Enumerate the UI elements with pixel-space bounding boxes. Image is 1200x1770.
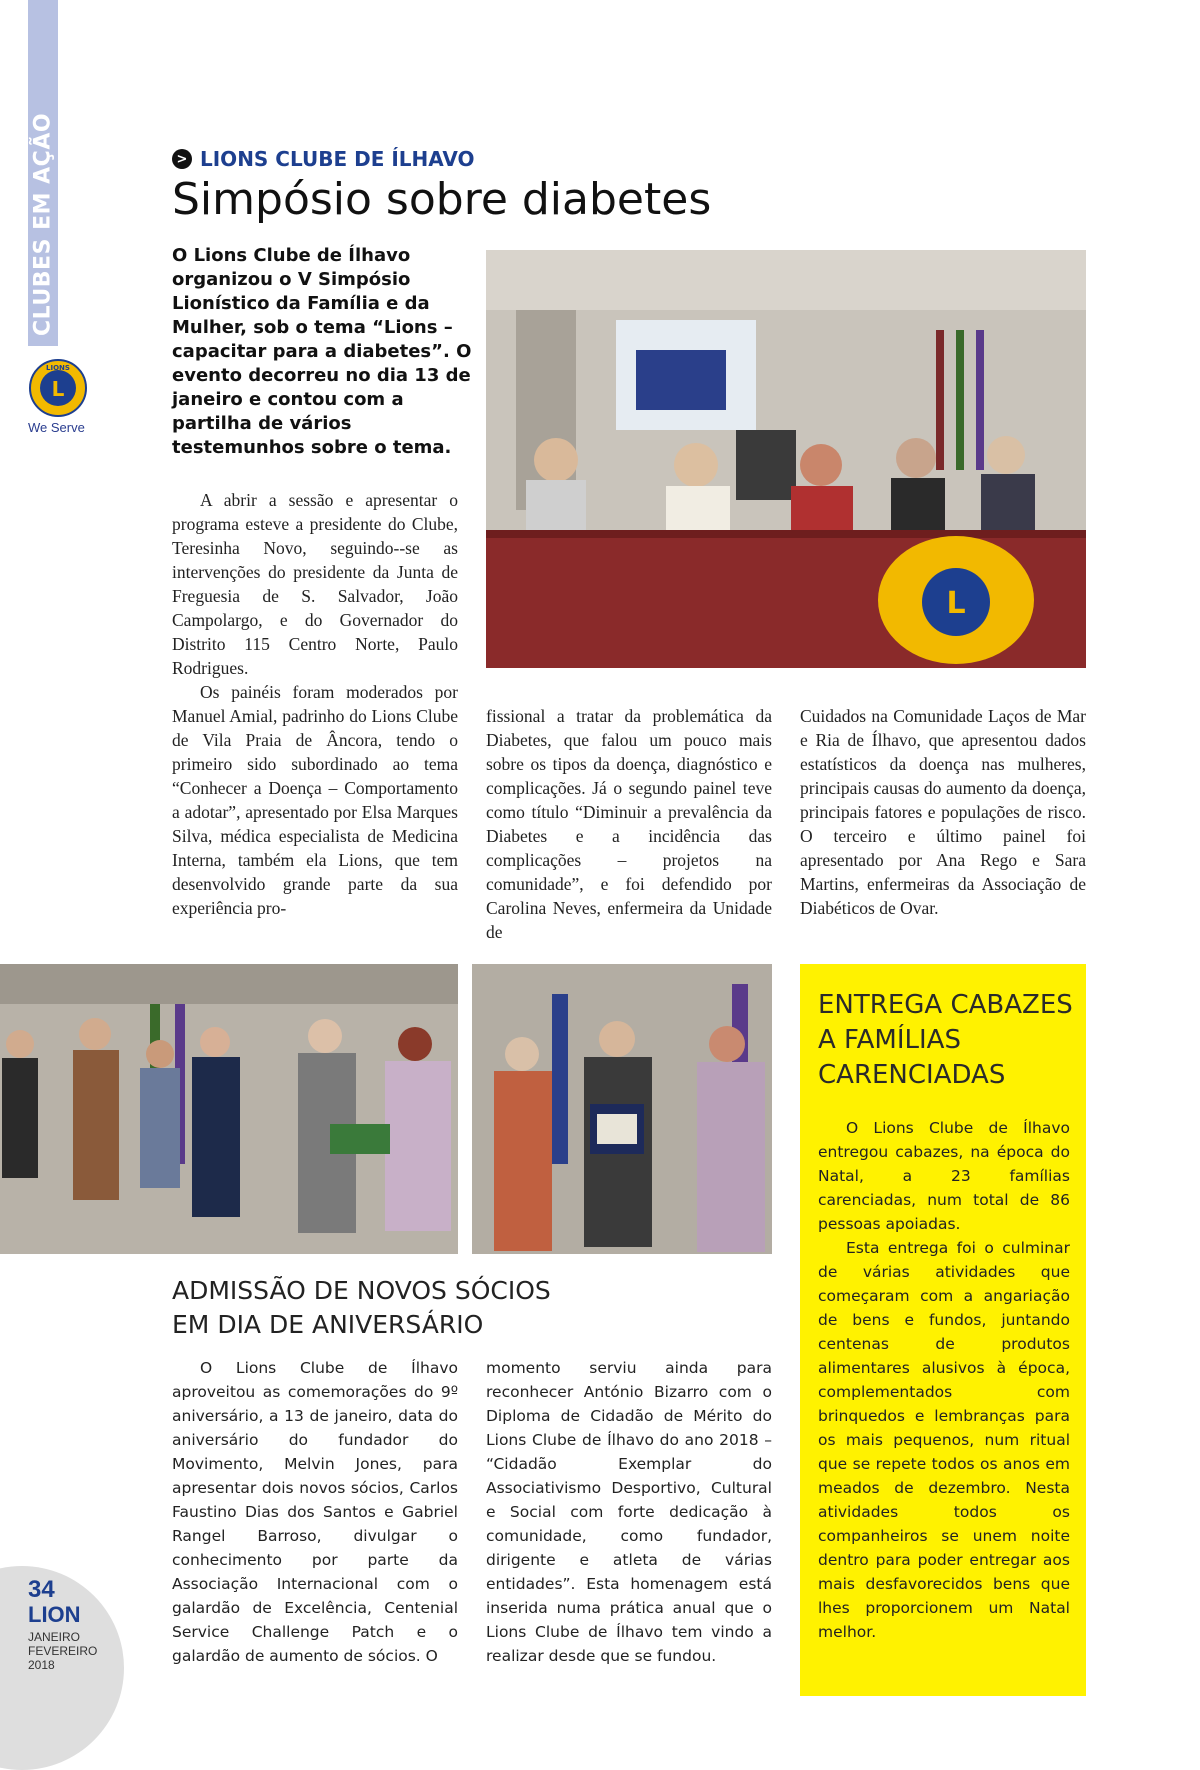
article2-column1: O Lions Clube de Ílhavo aproveitou as comemorações do 9º aniversário, a 13 de janeiro, data do aniversário do fundador do Movimento, Melvin Jones, para apresentar dois novos sócios, Carlos Faustino Dias dos Santos e Gabriel Rangel Barroso, divulgar o conhecimento por parte da Associação Internacional com o galardão de Excelência, Centenial Service Challenge Patch e o galardão de aumento de sócios. O <box>172 1359 458 1665</box>
chevron-circle-icon: > <box>172 149 192 169</box>
tagline: We Serve <box>28 420 85 435</box>
issue-month-1: JANEIRO <box>28 1630 81 1644</box>
new-members-photo <box>0 964 458 1254</box>
article2-column2: momento serviu ainda para reconhecer António Bizarro com o Diploma de Cidadão de Mérito do Lions Clube de Ílhavo do ano 2018 – “Cidadão Exemplar do Associativismo Desportivo, Cultural e Social com forte dedicação à comunidade, como fundador, dirigente e atleta de várias entidades”. Esta homenagem está inserida numa prática anual que o Lions Clube de Ílhavo tem vindo a realizar desde que se fundou. <box>486 1359 772 1665</box>
magazine-name: LION <box>28 1602 81 1627</box>
issue-month-2: FEVEREIRO <box>28 1644 98 1658</box>
section-label: > CLUBES EM AÇÃO <box>30 112 56 364</box>
article1-paragraph1: A abrir a sessão e apresentar o programa esteve a presidente do Clube, Teresinha Novo, seguindo--se as intervenções do presidente da Junta de Freguesia de S. Salvador, João Campolargo, e do Governador do Distrito 115 Centro Norte, Paulo Rodrigues. <box>172 490 458 678</box>
lions-emblem-icon <box>28 358 88 418</box>
lead-paragraph: O Lions Clube de Ílhavo organizou o V Simpósio Lionístico da Família e da Mulher, sob o tema “Lions – capacitar para a diabetes”. O evento decorreu no dia 13 de janeiro e contou com a partilha de vários testemunhos sobre o tema. <box>172 245 472 458</box>
svg-text:LIONS: LIONS <box>46 364 70 372</box>
article1-column3: Cuidados na Comunidade Laços de Mar e Ria de Ílhavo, que apresentou dados estatísticos da doença nas mulheres, principais causas do aumento da doença, principais fatores e populações de risco. O terceiro e último painel foi apresentado por Ana Rego e Sara Martins, enfermeiras da Associação de Diabéticos de Ovar. <box>800 706 1086 918</box>
svg-text:L: L <box>51 377 65 401</box>
kicker-text: LIONS CLUBE DE ÍLHAVO <box>200 147 475 171</box>
page-number: 34 <box>28 1576 55 1603</box>
svg-text:L: L <box>946 586 966 621</box>
kicker <box>172 146 475 172</box>
symposium-photo <box>486 250 1086 668</box>
article1-paragraph2: Os painéis foram moderados por Manuel Amial, padrinho do Lions Clube de Vila Praia de Âncora, tendo o primeiro sido subordinado ao tema “Conhecer a Doença – Comportamento a adotar”, apresentado por Elsa Marques Silva, médica especialista de Medicina Interna, também ela Lions, que tem desenvolvido grande parte da sua experiência pro- <box>172 682 458 918</box>
article1-column2: fissional a tratar da problemática da Diabetes, que falou um pouco mais sobre os tipos da doença, diagnóstico e complicações. Já o segundo painel teve como título “Diminuir a prevalência da Diabetes e a incidência das complicações – projetos na comunidade”, e foi defendido por Carolina Neves, enfermeira da Unidade de <box>486 706 772 942</box>
article1-column1 <box>172 488 458 920</box>
page-title: Simpósio sobre diabetes <box>172 174 712 225</box>
article2-title: ADMISSÃO DE NOVOS SÓCIOS EM DIA DE ANIVERSÁRIO <box>172 1276 551 1339</box>
footer-corner <box>0 1566 124 1770</box>
issue-year: 2018 <box>28 1658 55 1672</box>
article3-paragraph2: Esta entrega foi o culminar de várias atividades que começaram com a angariação de bens e fundos, juntando centenas de produtos alimentares alusivos à época, complementados com brinquedos e lembranças para os mais pequenos, num ritual que se repete todos os anos em meados de dezembro. Nesta atividades todos os companheiros se unem noite dentro para poder entregar aos mais desfavorecidos bens que lhes proporcionem um Natal melhor. <box>818 1239 1070 1641</box>
article3-paragraph1: O Lions Clube de Ílhavo entregou cabazes, na época do Natal, a 23 famílias carenciadas, num total de 86 pessoas apoiadas. <box>818 1119 1070 1233</box>
honoree-photo <box>472 964 772 1254</box>
article3-title: ENTREGA CABAZES A FAMÍLIAS CARENCIADAS <box>818 990 1073 1090</box>
article3-body <box>818 1116 1070 1644</box>
